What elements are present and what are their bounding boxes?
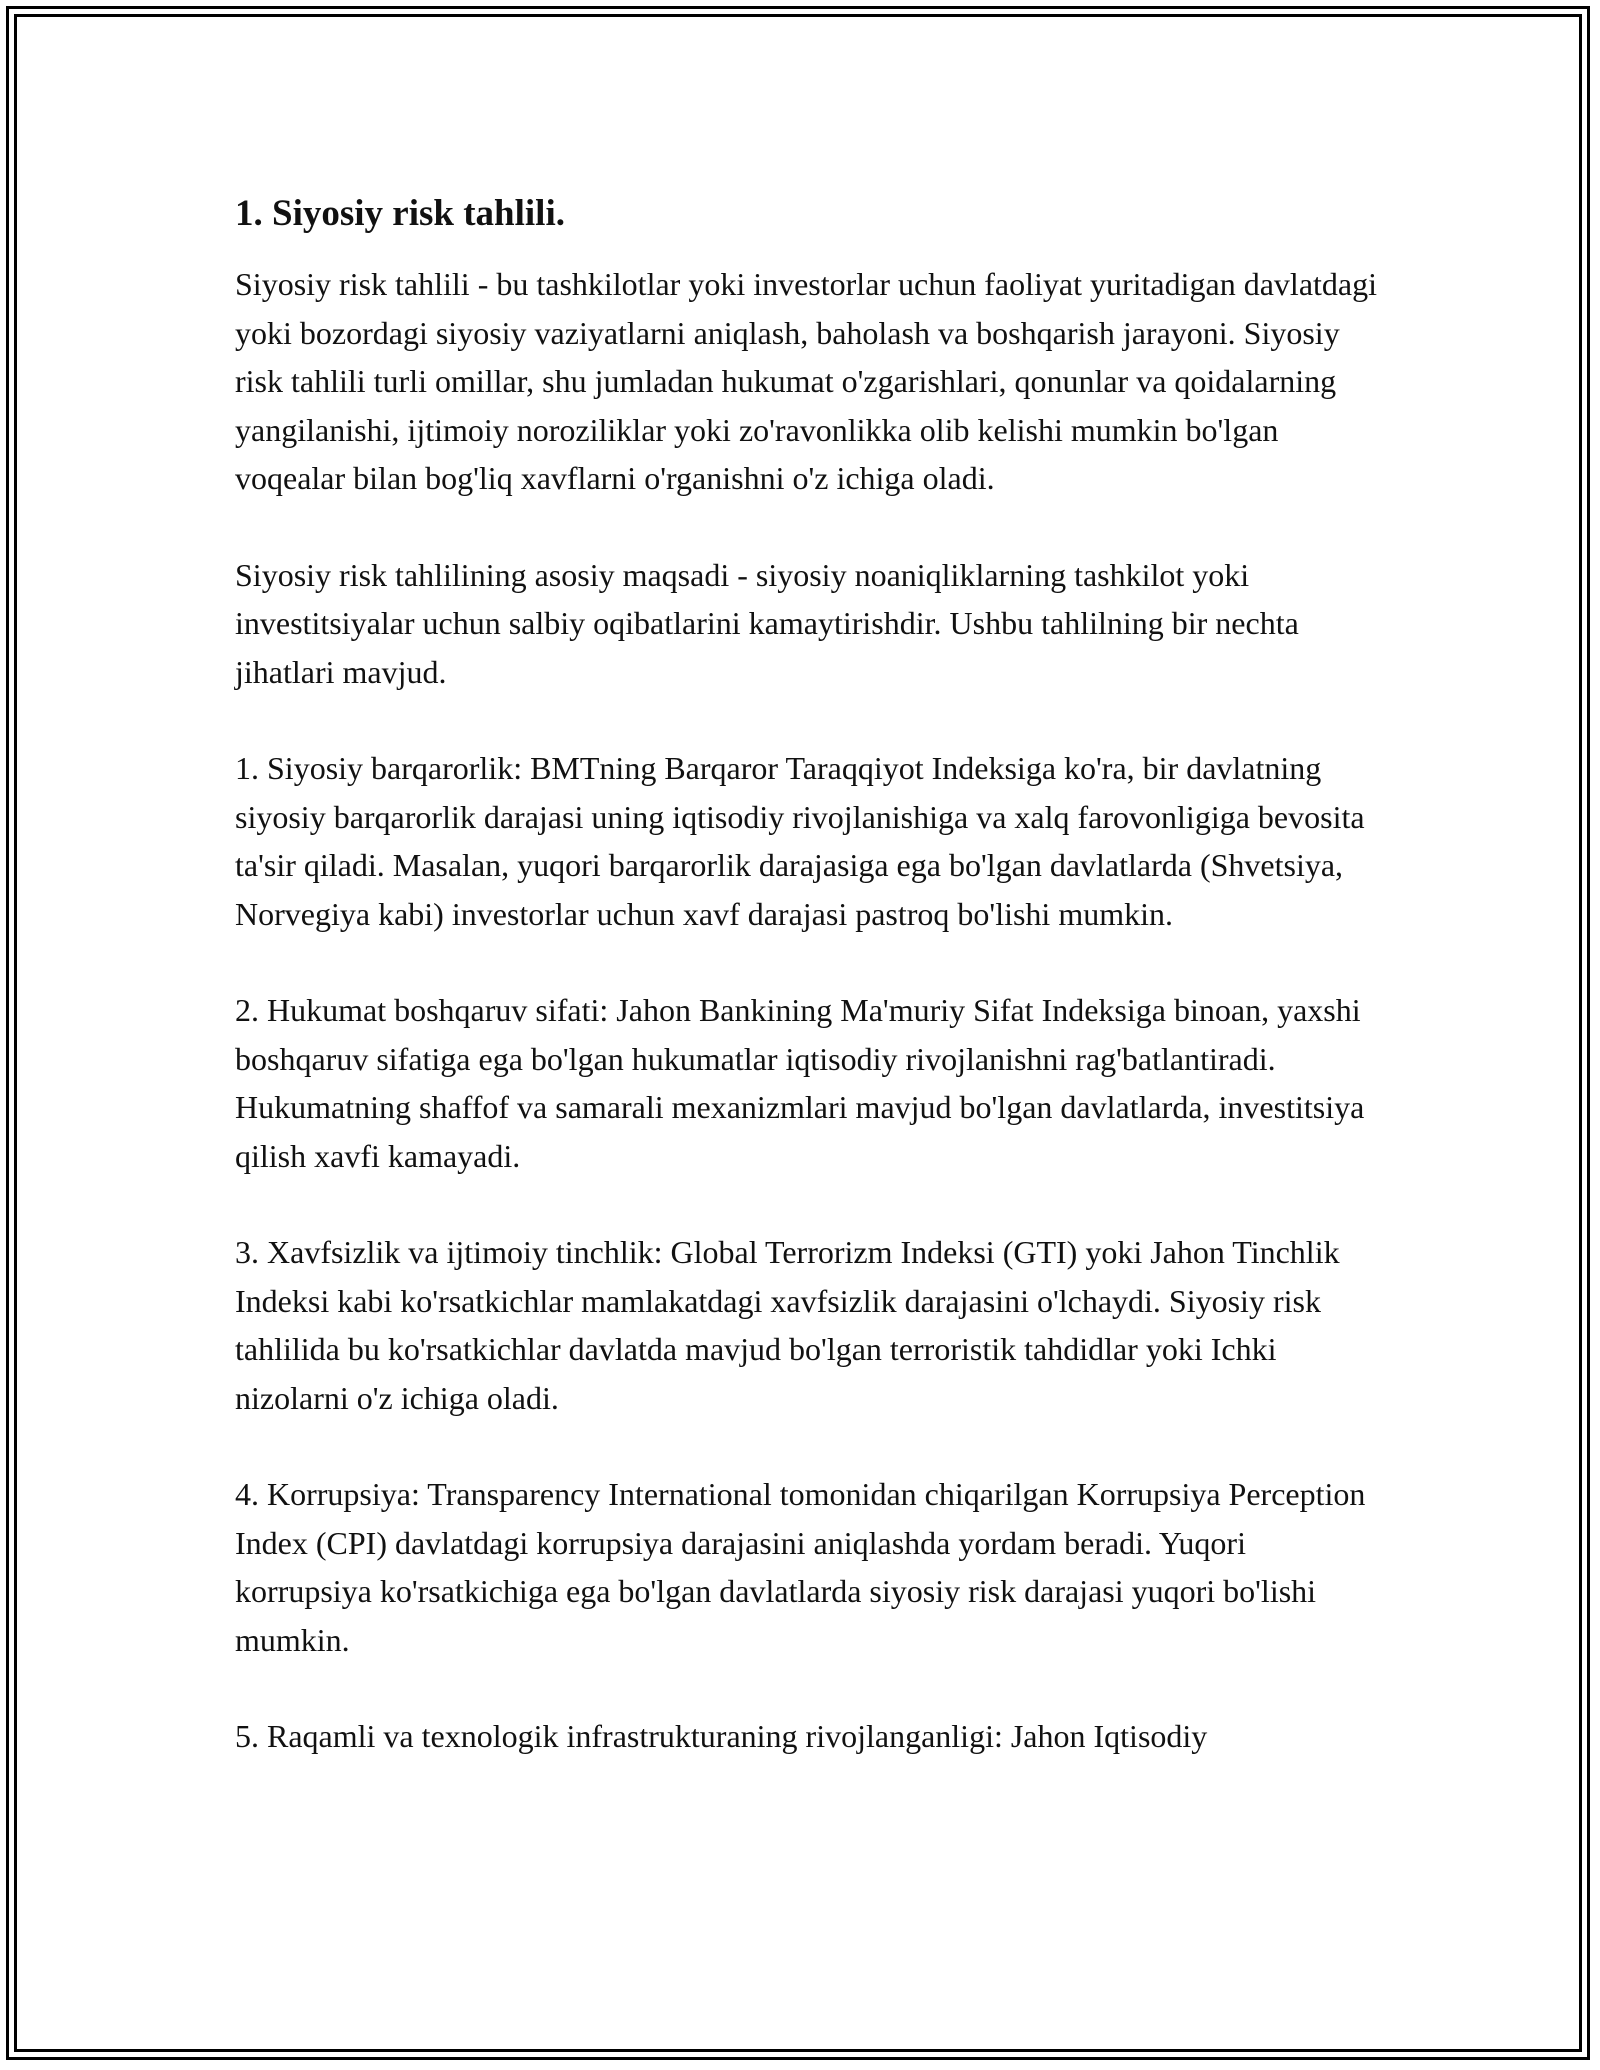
list-item-security: 3. Xavfsizlik va ijtimoiy tinchlik: Global Terrorizm Indeksi (GTI) yoki Jahon Tinchlik Indeksi kabi ko'rsatkichlar mamlakatdagi xavfsizlik darajasini o'lchaydi. Siyosiy risk tahlilida bu ko'rsatkichlar davlatda mavjud bo'lgan terroristik tahdidlar yoki Ichki nizolarni o'z ichiga oladi.	[235, 1234, 1340, 1416]
list-item-governance-quality: 2. Hukumat boshqaruv sifati: Jahon Bankining Ma'muriy Sifat Indeksiga binoan, yaxshi boshqaruv sifatiga ega bo'lgan hukumatlar iqtisodiy rivojlanishni rag'batlantiradi. Hukumatning shaffof va samarali mexanizmlari mavjud bo'lgan davlatlarda, investitsiya qilish xavfi kamayadi.	[235, 992, 1365, 1174]
paragraph-purpose: Siyosiy risk tahlilining asosiy maqsadi - siyosiy noaniqliklarning tashkilot yoki investitsiyalar uchun salbiy oqibatlarini kamaytirishdir. Ushbu tahlilning bir nechta jihatlari mavjud.	[235, 556, 1299, 690]
section-heading: 1. Siyosiy risk tahlili.	[235, 193, 565, 234]
list-item-digital-infrastructure: 5. Raqamli va texnologik infrastrukturaning rivojlanganligi: Jahon Iqtisodiy	[235, 1718, 1208, 1754]
list-item-political-stability: 1. Siyosiy barqarorlik: BMTning Barqaror Taraqqiyot Indeksiga ko'ra, bir davlatning siyosiy barqarorlik darajasi uning iqtisodiy rivojlanishiga va xalq farovonligiga bevosita ta'sir qiladi. Masalan, yuqori barqarorlik darajasiga ega bo'lgan davlatlarda (Shvetsiya, Norvegiya kabi) investorlar uchun xavf darajasi pastroq bo'lishi mumkin.	[235, 750, 1365, 932]
document-body	[235, 190, 1385, 1809]
list-item-corruption: 4. Korrupsiya: Transparency International tomonidan chiqarilgan Korrupsiya Perception Index (CPI) davlatdagi korrupsiya darajasini aniqlashda yordam beradi. Yuqori korrupsiya ko'rsatkichiga ega bo'lgan davlatlarda siyosiy risk darajasi yuqori bo'lishi mumkin.	[235, 1476, 1366, 1658]
paragraph-intro: Siyosiy risk tahlili - bu tashkilotlar yoki investorlar uchun faoliyat yuritadigan davlatdagi yoki bozordagi siyosiy vaziyatlarni aniqlash, baholash va boshqarish jarayoni. Siyosiy risk tahlili turli omillar, shu jumladan hukumat o'zgarishlari, qonunlar va qoidalarning yangilanishi, ijtimoiy noroziliklar yoki zo'ravonlikka olib kelishi mumkin bo'lgan voqealar bilan bog'liq xavflarni o'rganishni o'z ichiga oladi.	[235, 266, 1377, 496]
